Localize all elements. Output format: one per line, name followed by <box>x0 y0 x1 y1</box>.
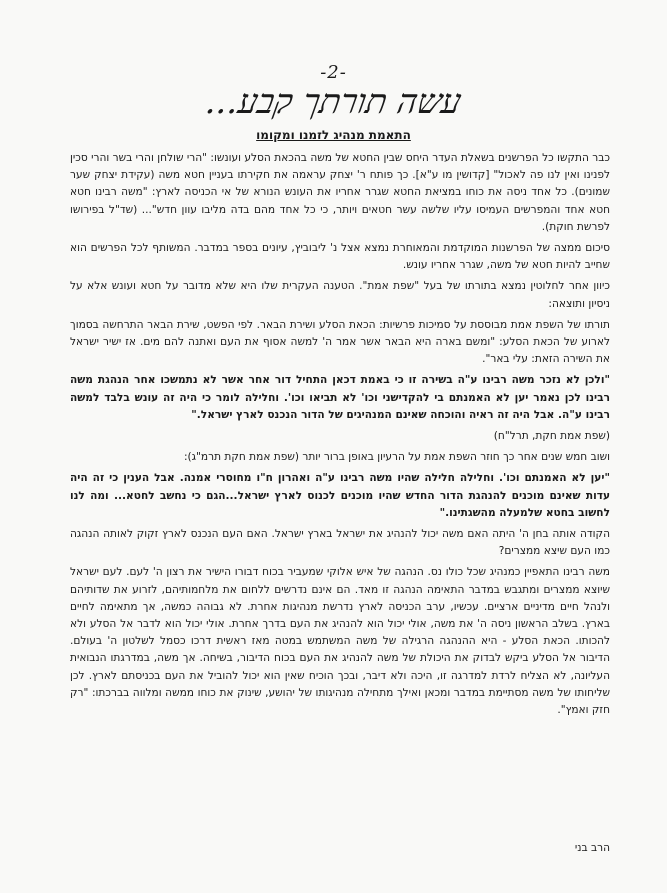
paragraph: תורתו של השפת אמת מבוססת על סמיכות פרשיות: הכאת הסלע ושירת הבאר. לפי הפשט, שירת הבאר התרחשה בסמוך לארוע של הכאת הסלע: "ומשם בארה היא הבאר אשר אמר ה' למשה אסוף את העם ואתנה להם מים. אז ישיר ישראל את השירה הזאת: עלי באר". <box>70 318 610 366</box>
signature: הרב בני <box>574 842 610 854</box>
paragraph: ושוב חמש שנים אחר כך חוזר השפת אמת על הרעיון באופן ברור יותר (שפת אמת חקת תרמ"ג): <box>183 451 610 464</box>
paragraph: סיכום ממצה של הפרשנות המוקדמת והמאוחרת נמצא אצל נ' ליבוביץ, עיונים בספר במדבר. המשותף לכל הפרשים הוא שחייב להיות חטא של משה, שגרר אחריו עונש. <box>70 242 610 272</box>
page-number: -2- <box>320 62 347 83</box>
paragraph: הקודה אותה בחן ה' היתה האם משה יכול להנהיג את ישראל בארץ ישראל. האם העם הנכנס לארץ זקוק לאותה הנהגה כמו העם שיצא ממצרים? <box>70 528 610 558</box>
quote-paragraph: "יען לא האמנתם וכו'. וחלילה חלילה שהיו משה רבינו ע"ה ואהרון ח"ו מחוסרי אמנה. אבל הענין כי זה היה עדות שאינם מוכנים להנהגת הדור החדש שהיו מוכנים לכנוס לארץ ישראל...הגם כי נחשב לחטא... ומה לנו לחשוב בחטא שלמעלה מהשגתינו." <box>70 472 610 519</box>
quote-paragraph: "ולכן לא נזכר משה רבינו ע"ה בשירה זו כי באמת דכאן התחיל דור אחר אשר לא נתמשכו אחר הנהגת משה רבינו לכן נאמר יען לא האמנתם בי להקדישני וכו' לא תביאו וכו'. וחלילה לומר כי היה זה עונש בלבד למשה רבינו ע"ה. אבל היה זה ראיה והוכחה שאינם המנהיגים של הדור הנכנס לארץ ישראל." <box>70 374 610 421</box>
subtitle: התאמת מנהיג לזמנו ומקומו <box>256 128 411 142</box>
page-title: עשה תורתך קבע... <box>202 82 465 122</box>
citation: (שפת אמת חקת, תרל"ח) <box>493 430 610 443</box>
paragraph: כבר התקשו כל הפרשנים בשאלת העדר היחס שבין החטא של משה בהכאת הסלע ועונשו: "הרי שולחן והרי בשר והרי סכין לפנינו ואין לנו פה לאכול" [קדושין מו ע"א]. כך פותח ר' יצחק עראמה את חקירתו בעניין חטא משה (עקידת יצחק שער שמונים). כל אחד ניסה את כוחו במציאת החטא שגרר אחריו את העונש הנורא של אי הכניסה לארץ: "משה רבינו חטא חטא אחד והמפרשים העמיסו עליו שלשה עשר חטאים ויותר, כי כל אחד מהם בדה מליבו עוון חדש"... (שד"ל בפירושו לפרשת חוקת). <box>70 152 610 233</box>
body-text <box>70 150 610 723</box>
paragraph: כיוון אחר לחלוטין נמצא בתורתו של בעל "שפת אמת". הטענה העקרית שלו היא שלא מדובר על חטא ועונש אלא על ניסיון ותוצאה: <box>70 280 610 310</box>
paragraph: משה רבינו התאפיין כמנהיג שכל כולו נס. הנהגה של איש אלוקי שמעביר בכוח דבורו הישיר את רצון ה' לעם. לעם ישראל שיוצא ממצרים ומתגבש במדבר התאימה הנהגה זו מאד. הם אינם נדרשים ללחום את מלחמותיהם, לזרוע את שדותיהם ולנהל חיים מדיניים ארציים. עכשיו, ערב הכניסה לארץ נדרשת מנהיגות אחרת. לא גבוהה כמשה, אך מתאימה לחיים בארץ. בשלב הראשון ניסה ה' את משה, אולי יכול הוא להנהיג את העם בדרך אחרת. אולי יכול הוא לדבר אל הסלע ולא להכותו. הכאת הסלע - היא ההנהגה הרגילה של משה המשתמש במטה מאז ראשית דרכו כסמל לשלטון ה' בעולם. הדיבור אל הסלע ביקש לבדוק את היכולת של משה להנהיג את העם בכוח הדיבור, בשיחה. אך משה, במדרגתו הנבואית העליונה, לא הצליח לרדת למדרגה זו, היכה ולא דיבר, ובכך הוכיח שאין הוא יכול להוביל את העם בכניסתם לארץ. לכן שליחותו של משה מסתיימת במדבר ומכאן ואילך מתחילה מנהיגותו של יהושע, שינוק את כוחו ממשה ומלווה בברכתו: "רק חזק ואמץ". <box>70 566 610 717</box>
